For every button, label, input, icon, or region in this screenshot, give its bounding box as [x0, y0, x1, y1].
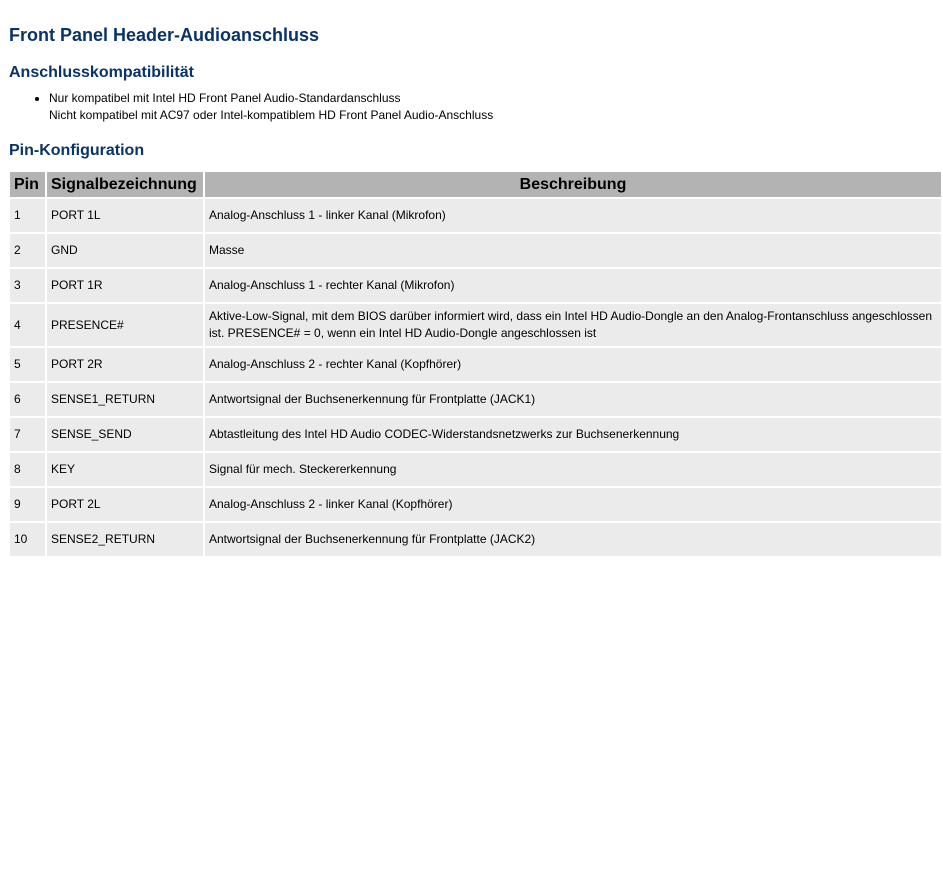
- pin-table: [8, 170, 943, 558]
- signal-description: Aktive-Low-Signal, mit dem BIOS darüber informiert wird, dass ein Intel HD Audio-Dongle an den Analog-Frontanschluss angeschlossen ist. PRESENCE# = 0, wenn ein Intel HD Audio-Dongle angeschlossen ist: [205, 304, 941, 346]
- signal-description: Masse: [205, 234, 941, 267]
- table-row: [10, 269, 941, 302]
- table-row: [10, 304, 941, 346]
- signal-name: PORT 1L: [47, 199, 203, 232]
- signal-name: KEY: [47, 453, 203, 486]
- signal-description: Abtastleitung des Intel HD Audio CODEC-Widerstandsnetzwerks zur Buchsenerkennung: [205, 418, 941, 451]
- compatibility-line-2: Nicht kompatibel mit AC97 oder Intel-kompatiblem HD Front Panel Audio-Anschluss: [49, 108, 494, 122]
- signal-name: GND: [47, 234, 203, 267]
- pin-table-header-row: [10, 172, 941, 197]
- signal-description: Analog-Anschluss 2 - rechter Kanal (Kopfhörer): [205, 348, 941, 381]
- compatibility-line-1: Nur kompatibel mit Intel HD Front Panel Audio-Standardanschluss: [49, 91, 401, 105]
- signal-description: Analog-Anschluss 2 - linker Kanal (Kopfhörer): [205, 488, 941, 521]
- signal-name: PORT 1R: [47, 269, 203, 302]
- pin-number: 10: [10, 523, 45, 556]
- pin-config-heading: Pin-Konfiguration: [9, 142, 145, 159]
- compatibility-list: [9, 90, 943, 124]
- signal-description: Antwortsignal der Buchsenerkennung für Frontplatte (JACK2): [205, 523, 941, 556]
- pin-number: 6: [10, 383, 45, 416]
- pin-number: 8: [10, 453, 45, 486]
- signal-description: Antwortsignal der Buchsenerkennung für Frontplatte (JACK1): [205, 383, 941, 416]
- signal-name: PRESENCE#: [47, 304, 203, 346]
- pin-number: 1: [10, 199, 45, 232]
- column-header-signal: Signalbezeichnung: [47, 172, 203, 197]
- signal-name: SENSE1_RETURN: [47, 383, 203, 416]
- pin-number: 5: [10, 348, 45, 381]
- page-title: Front Panel Header-Audioanschluss: [9, 25, 320, 45]
- compatibility-item: [49, 90, 943, 124]
- pin-number: 4: [10, 304, 45, 346]
- signal-name: SENSE2_RETURN: [47, 523, 203, 556]
- signal-name: PORT 2L: [47, 488, 203, 521]
- column-header-pin: Pin: [10, 172, 45, 197]
- table-row: [10, 383, 941, 416]
- table-row: [10, 199, 941, 232]
- column-header-description: Beschreibung: [205, 172, 941, 197]
- table-row: [10, 488, 941, 521]
- pin-number: 7: [10, 418, 45, 451]
- pin-number: 9: [10, 488, 45, 521]
- table-row: [10, 418, 941, 451]
- signal-name: SENSE_SEND: [47, 418, 203, 451]
- table-row: [10, 234, 941, 267]
- signal-description: Analog-Anschluss 1 - linker Kanal (Mikrofon): [205, 199, 941, 232]
- table-row: [10, 453, 941, 486]
- signal-description: Analog-Anschluss 1 - rechter Kanal (Mikrofon): [205, 269, 941, 302]
- compatibility-heading: Anschlusskompatibilität: [9, 64, 194, 81]
- pin-number: 2: [10, 234, 45, 267]
- signal-name: PORT 2R: [47, 348, 203, 381]
- signal-description: Signal für mech. Steckererkennung: [205, 453, 941, 486]
- pin-number: 3: [10, 269, 45, 302]
- table-row: [10, 348, 941, 381]
- table-row: [10, 523, 941, 556]
